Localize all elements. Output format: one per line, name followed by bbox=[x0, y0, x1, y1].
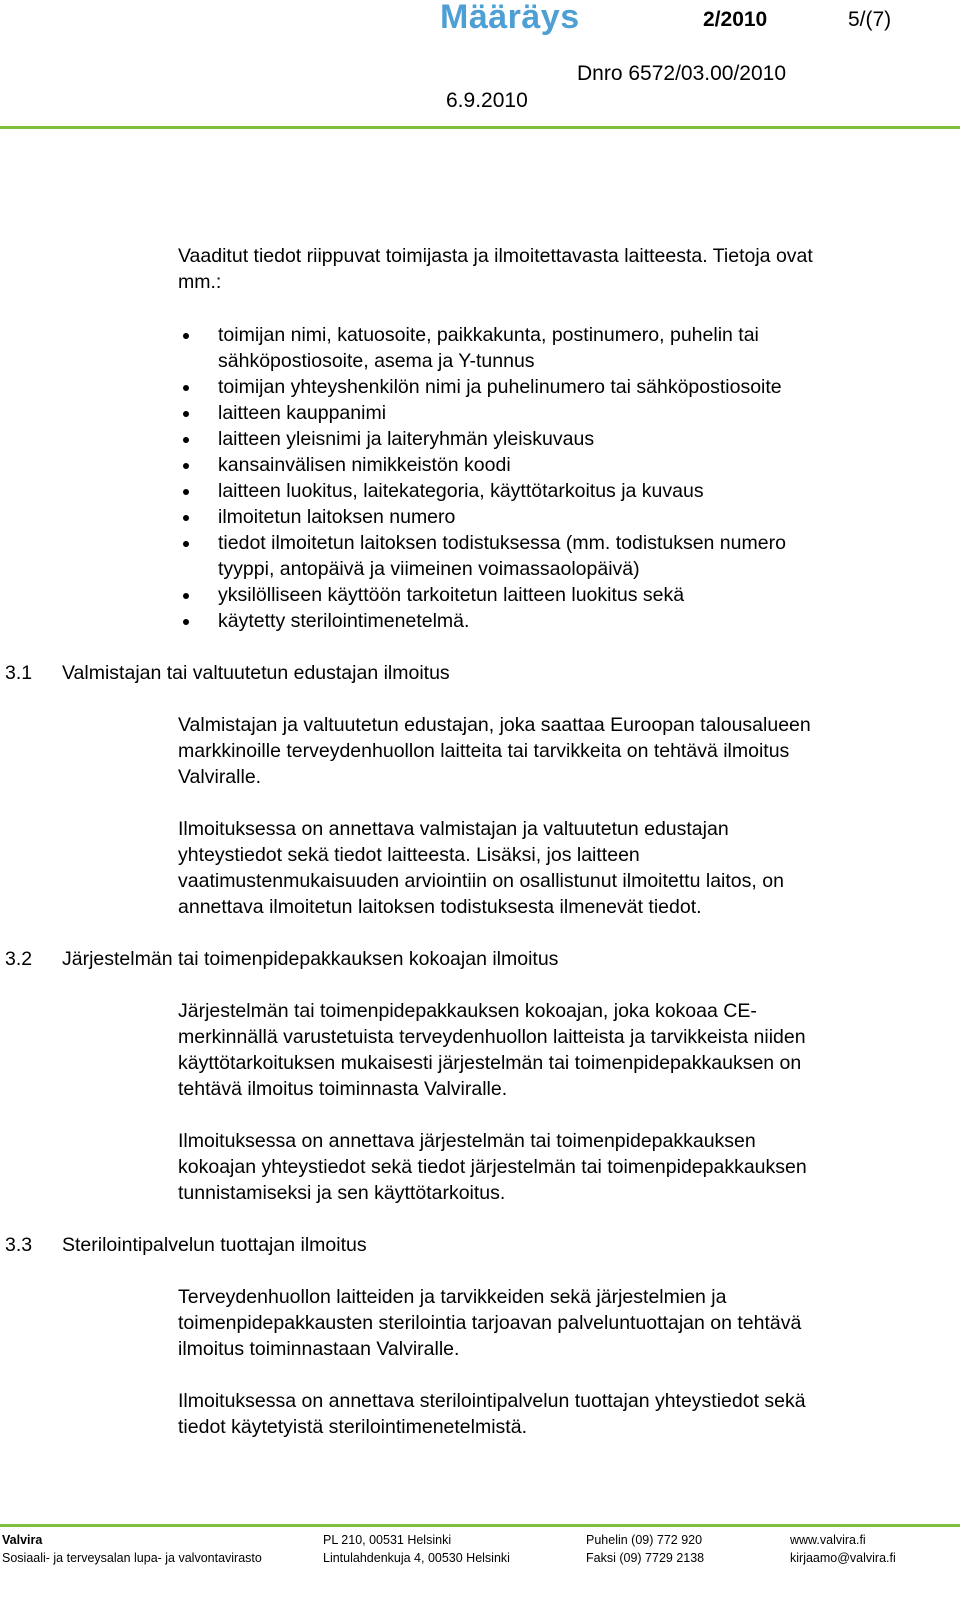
section-number: 3.2 bbox=[5, 948, 33, 970]
section-title: Sterilointipalvelun tuottajan ilmoitus bbox=[62, 1234, 367, 1256]
list-item: ilmoitetun laitoksen numero bbox=[218, 504, 918, 530]
list-item: toimijan yhteyshenkilön nimi ja puhelinumero tai sähköpostiosoite bbox=[218, 374, 918, 400]
bullet-icon bbox=[183, 515, 189, 521]
list-item: yksilölliseen käyttöön tarkoitetun laitteen luokitus sekä bbox=[218, 582, 918, 608]
bullet-icon bbox=[183, 619, 189, 625]
section-paragraph: Ilmoituksessa on annettava valmistajan ja valtuutetun edustajan yhteystiedot sekä tiedot laitteesta. Lisäksi, jos laitteen vaatimustenmukaisuuden arviointiin on osallistunut ilmoitettu laitos, on annettava ilmoitetun laitoksen todistuksesta ilmenevät tiedot. bbox=[178, 818, 784, 918]
bullet-icon bbox=[183, 385, 189, 391]
section-title: Järjestelmän tai toimenpidepakkauksen kokoajan ilmoitus bbox=[62, 948, 559, 970]
list-item: kansainvälisen nimikkeistön koodi bbox=[218, 452, 918, 478]
bullet-icon bbox=[183, 463, 189, 469]
section-paragraph: Ilmoituksessa on annettava sterilointipalvelun tuottajan yhteystiedot sekä tiedot käytetyistä sterilointimenetelmistä. bbox=[178, 1390, 806, 1438]
list-item: tiedot ilmoitetun laitoksen todistuksessa (mm. todistuksen numero tyyppi, antopäivä ja viimeinen voimassaolopäivä) bbox=[218, 530, 918, 582]
intro-line: Vaaditut tiedot riippuvat toimijasta ja ilmoitettavasta laitteesta. Tietoja ovat bbox=[178, 245, 813, 267]
footer-phone: Puhelin (09) 772 920 bbox=[586, 1533, 703, 1547]
section-heading-3-3 bbox=[5, 1232, 367, 1258]
section-title: Valmistajan tai valtuutetun edustajan ilmoitus bbox=[62, 662, 450, 684]
footer-postal-address: PL 210, 00531 Helsinki bbox=[323, 1533, 452, 1547]
page-number: 5/(7) bbox=[848, 8, 892, 31]
document-type-title: Määräys bbox=[440, 0, 580, 36]
section-number: 3.1 bbox=[5, 662, 33, 684]
section-heading-3-1 bbox=[5, 660, 450, 686]
record-number: Dnro 6572/03.00/2010 bbox=[577, 62, 787, 85]
section-paragraph: Terveydenhuollon laitteiden ja tarvikkeiden sekä järjestelmien ja toimenpidepakkausten sterilointia tarjoavan palveluntuottajan on tehtävä ilmoitus toiminnastaan Valviralle. bbox=[178, 1286, 802, 1360]
bullet-icon bbox=[183, 489, 189, 495]
document-date: 6.9.2010 bbox=[446, 89, 528, 112]
footer-street-address: Lintulahdenkuja 4, 00530 Helsinki bbox=[323, 1551, 510, 1565]
document-number: 2/2010 bbox=[703, 8, 768, 31]
intro-paragraph bbox=[178, 243, 918, 295]
footer-divider bbox=[0, 1524, 960, 1527]
section-paragraph: Järjestelmän tai toimenpidepakkauksen kokoajan, joka kokoaa CE- merkinnällä varustetuista terveydenhuollon laitteista ja tarvikkeista niiden käyttötarkoituksen mukaisesti järjestelmän tai toimenpidepakkauksen on tehtävä ilmoitus toiminnasta Valviralle. bbox=[178, 1000, 806, 1100]
bullet-icon bbox=[183, 541, 189, 547]
list-item: toimijan nimi, katuosoite, paikkakunta, postinumero, puhelin tai sähköpostiosoite, asema ja Y-tunnus bbox=[218, 322, 918, 374]
footer-org-full-name: Sosiaali- ja terveysalan lupa- ja valvontavirasto bbox=[2, 1551, 262, 1565]
list-item: laitteen luokitus, laitekategoria, käyttötarkoitus ja kuvaus bbox=[218, 478, 918, 504]
footer-website-link[interactable]: www.valvira.fi bbox=[790, 1533, 866, 1547]
footer-org-name: Valvira bbox=[2, 1533, 43, 1547]
footer-email-link[interactable]: kirjaamo@valvira.fi bbox=[790, 1551, 896, 1565]
section-heading-3-2 bbox=[5, 946, 558, 972]
section-number: 3.3 bbox=[5, 1234, 33, 1256]
header-divider bbox=[0, 126, 960, 129]
list-item: laitteen yleisnimi ja laiteryhmän yleiskuvaus bbox=[218, 426, 918, 452]
section-paragraph: Valmistajan ja valtuutetun edustajan, joka saattaa Euroopan talousalueen markkinoille terveydenhuollon laitteita tai tarvikkeita on tehtävä ilmoitus Valviralle. bbox=[178, 714, 811, 788]
footer-fax: Faksi (09) 7729 2138 bbox=[586, 1551, 705, 1565]
bullet-icon bbox=[183, 411, 189, 417]
list-item: laitteen kauppanimi bbox=[218, 400, 918, 426]
bullet-icon bbox=[183, 437, 189, 443]
intro-line: mm.: bbox=[178, 271, 222, 293]
required-info-list bbox=[218, 322, 918, 634]
bullet-icon bbox=[183, 593, 189, 599]
list-item: käytetty sterilointimenetelmä. bbox=[218, 608, 918, 634]
bullet-icon bbox=[183, 333, 189, 339]
section-paragraph: Ilmoituksessa on annettava järjestelmän tai toimenpidepakkauksen kokoajan yhteystiedot sekä tiedot järjestelmän tai toimenpidepakkauksen tunnistamiseksi ja sen käyttötarkoitus. bbox=[178, 1130, 807, 1204]
